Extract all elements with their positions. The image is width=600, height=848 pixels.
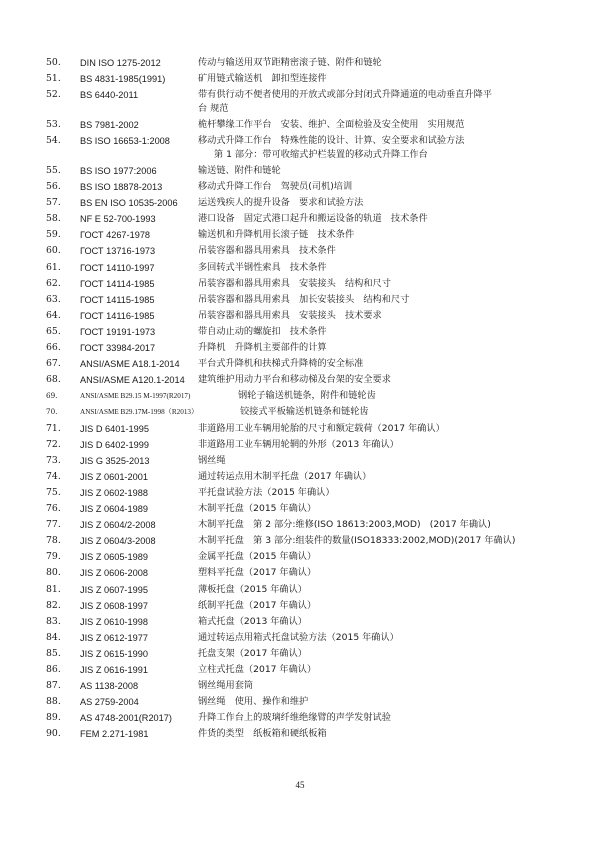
standard-code: DIN ISO 1275-2012 [80, 58, 161, 68]
entry-number: 52. [46, 89, 61, 101]
entry-number: 69. [46, 391, 58, 401]
standard-title: 纸制平托盘（2017 年确认） [198, 599, 317, 611]
list-item-continuation [0, 101, 600, 117]
standard-code: ГОСТ 33984-2017 [80, 343, 156, 353]
list-item [0, 372, 600, 388]
list-item [0, 630, 600, 646]
list-item [0, 582, 600, 598]
list-item [0, 117, 600, 133]
standard-title: 输送链、附件和链轮 [198, 164, 281, 176]
entry-number: 72. [46, 438, 61, 450]
entry-number: 90. [46, 728, 61, 740]
list-item [0, 163, 600, 179]
standard-title: 钢丝绳 [198, 454, 226, 466]
standard-code: JIS Z 0601-2001 [80, 471, 148, 482]
list-item [0, 195, 600, 211]
standard-title: 带有供行动不便者使用的开放式或部分封闭式升降通道的电动垂直升降平 [198, 89, 492, 101]
list-item [0, 388, 600, 404]
standard-code: JIS Z 0604/2-2008 [80, 520, 156, 531]
list-item [0, 340, 600, 356]
entry-number: 61. [46, 261, 61, 273]
standard-code: ANSI/ASME A18.1-2014 [80, 359, 180, 370]
entry-number: 58. [46, 213, 61, 225]
entry-number: 81. [46, 583, 61, 595]
standard-title: 矿用链式输送机 卸扣型连接件 [198, 73, 327, 85]
entry-number: 79. [46, 551, 61, 563]
entry-number: 67. [46, 358, 61, 370]
list-item [0, 179, 600, 195]
standard-title: 件货的类型 纸板箱和硬纸板箱 [198, 728, 327, 740]
list-item [0, 646, 600, 662]
entry-number: 60. [46, 245, 61, 257]
list-item [0, 227, 600, 243]
standard-code: BS 4831-1985(1991) [80, 74, 166, 85]
standard-code: ГОСТ 14115-1985 [80, 294, 155, 305]
list-item [0, 565, 600, 581]
entry-number: 70. [46, 407, 58, 417]
standard-title: 非道路用工业车辆用轮胎的尺寸和额定载荷（2017 年确认） [198, 422, 445, 434]
standard-title: 升降工作台上的玻璃纤维绝缘臂的声学发射试验 [198, 712, 391, 724]
standard-title: 金属平托盘（2015 年确认） [198, 551, 317, 563]
entry-number: 82. [46, 599, 61, 611]
standard-title: 平托盘试验方法（2015 年确认） [198, 486, 335, 498]
entry-number: 75. [46, 486, 61, 498]
standard-code: JIS Z 0612-1977 [80, 632, 148, 643]
standard-code: AS 2759-2004 [80, 697, 139, 708]
entry-number: 73. [46, 454, 61, 466]
list-item [0, 71, 600, 87]
standard-code: FEM 2.271-1981 [80, 729, 149, 740]
list-item [0, 421, 600, 437]
list-item [0, 485, 600, 501]
list-item [0, 437, 600, 453]
standard-code: BS 7981-2002 [80, 120, 139, 130]
standard-title: 通过转运点用箱式托盘试验方法（2015 年确认） [198, 631, 399, 643]
standard-code: JIS D 6401-1995 [80, 423, 149, 434]
standard-code: JIS Z 0608-1997 [80, 600, 148, 611]
standard-title: 吊装容器和器具用索具 安装接头 技术要求 [198, 309, 382, 321]
list-item [0, 598, 600, 614]
entry-number: 86. [46, 664, 61, 675]
entry-number: 74. [46, 470, 61, 482]
list-item [0, 533, 600, 549]
entry-number: 50. [46, 57, 61, 68]
standard-code: JIS Z 0605-1989 [80, 552, 148, 563]
standard-title: 建筑维护用动力平台和移动梯及台架的安全要求 [198, 374, 391, 386]
standard-title: 通过转运点用木制平托盘（2017 年确认） [198, 470, 372, 482]
standard-code: JIS Z 0602-1988 [80, 487, 148, 498]
standard-title: 箱式托盘（2013 年确认） [198, 615, 307, 627]
standard-code: ГОСТ 14114-1985 [80, 278, 155, 289]
list-item [0, 211, 600, 227]
entry-number: 59. [46, 229, 61, 241]
standard-code: ГОСТ 19191-1973 [80, 326, 156, 337]
entry-number: 83. [46, 615, 61, 627]
list-item [0, 453, 600, 469]
standard-code: BS ISO 1977:2006 [80, 165, 157, 176]
standard-title-continued: 第 1 部分：带可收缩式护栏装置的移动式升降工作台 [214, 149, 428, 161]
standard-code: ANSI/ASME B29.17M-1998（R2013） [80, 408, 199, 417]
entry-number: 85. [46, 647, 61, 659]
standard-title: 吊装容器和器具用索具 安装接头 结构和尺寸 [198, 277, 391, 289]
standard-code: JIS Z 0606-2008 [80, 568, 148, 579]
standard-title: 移动式升降工作台 特殊性能的设计、计算、安全要求和试验方法 [198, 135, 465, 147]
standard-title: 传动与输送用双节距精密滚子链、附件和链轮 [198, 57, 382, 68]
standard-code: JIS Z 0604-1989 [80, 504, 148, 514]
list-item [0, 517, 600, 533]
entry-number: 53. [46, 119, 61, 130]
entry-number: 55. [46, 164, 61, 176]
list-item [0, 276, 600, 292]
list-item [0, 662, 600, 678]
standard-title: 吊装容器和器具用索具 技术条件 [198, 245, 336, 257]
page-number: 45 [295, 780, 305, 790]
standard-code: ГОСТ 14110-1997 [80, 262, 155, 273]
standard-title: 铰接式平板输送机链条和链轮齿 [240, 406, 369, 418]
standard-code: ANSI/ASME B29.15 M-1997(R2017) [80, 392, 191, 401]
list-item [0, 678, 600, 694]
standard-code: JIS G 3525-2013 [80, 455, 150, 466]
list-item [0, 549, 600, 565]
standard-code: JIS Z 0607-1995 [80, 584, 148, 595]
standard-code: BS 6440-2011 [80, 90, 139, 101]
standard-title-continued: 台 规范 [198, 103, 229, 115]
list-item [0, 501, 600, 517]
standard-title: 港口设备 固定式港口起升和搬运设备的轨道 技术条件 [198, 213, 428, 225]
entry-number: 87. [46, 680, 61, 692]
standard-code: ГОСТ 14116-1985 [80, 310, 155, 321]
entry-number: 76. [46, 503, 61, 514]
entry-number: 65. [46, 325, 61, 337]
list-item [0, 356, 600, 372]
list-item [0, 469, 600, 485]
entry-number: 54. [46, 135, 61, 147]
standard-code: JIS D 6402-1999 [80, 439, 149, 450]
standard-title: 吊装容器和器具用索具 加长安装接头 结构和尺寸 [198, 293, 410, 305]
list-item [0, 243, 600, 259]
list-item [0, 726, 600, 742]
standard-code: AS 1138-2008 [80, 681, 139, 692]
standard-title: 钢丝绳用套筒 [198, 680, 254, 692]
standard-code: NF E 52-700-1993 [80, 214, 156, 225]
standard-title: 木制平托盘 第 3 部分:组装件的数量(ISO18333:2002,MOD)(2017 年确认) [198, 535, 516, 547]
standard-title: 木制平托盘（2015 年确认） [198, 503, 317, 514]
standard-title: 钢轮子输送机链条，附件和链轮齿 [238, 390, 376, 402]
entry-number: 84. [46, 631, 61, 643]
standard-title: 立柱式托盘（2017 年确认） [198, 664, 317, 675]
list-item [0, 260, 600, 276]
standard-title: 塑料平托盘（2017 年确认） [198, 567, 317, 579]
standard-code: BS EN ISO 10535-2006 [80, 198, 178, 209]
standard-code: BS ISO 18878-2013 [80, 182, 163, 192]
standard-code: BS ISO 16653-1:2008 [80, 136, 170, 147]
entry-number: 88. [46, 696, 61, 708]
standard-title: 桅杆攀缘工作平台 安装、维护、全面检验及安全使用 实用规范 [198, 119, 465, 130]
list-item [0, 292, 600, 308]
standard-title: 非道路用工业车辆用轮辋的外形（2013 年确认） [198, 438, 399, 450]
list-item [0, 55, 600, 71]
standard-code: ГОСТ 13716-1973 [80, 246, 156, 257]
standard-title: 木制平托盘 第 2 部分:维修(ISO 18613:2003,MOD) (2017 年确认) [198, 519, 491, 531]
list-item [0, 694, 600, 710]
entry-number: 57. [46, 197, 61, 209]
entry-number: 66. [46, 342, 61, 353]
list-item [0, 324, 600, 340]
standard-code: JIS Z 0604/3-2008 [80, 536, 156, 547]
entry-number: 89. [46, 712, 61, 724]
entry-number: 68. [46, 374, 61, 386]
entry-number: 71. [46, 422, 61, 434]
standard-code: JIS Z 0615-1990 [80, 648, 148, 659]
entry-number: 78. [46, 535, 61, 547]
standard-code: JIS Z 0616-1991 [80, 665, 148, 675]
list-item [0, 308, 600, 324]
standard-title: 升降机 升降机主要部件的计算 [198, 342, 327, 353]
standard-code: ГОСТ 4267-1978 [80, 230, 151, 241]
entry-number: 77. [46, 519, 61, 531]
standard-title: 钢丝绳 使用、操作和维护 [198, 696, 309, 708]
standard-title: 移动式升降工作台 驾驶员(司机)培训 [198, 181, 353, 192]
list-item-continuation [0, 147, 600, 163]
list-item [0, 404, 600, 420]
standard-title: 带自动止动的螺旋扣 技术条件 [198, 325, 327, 337]
standard-title: 薄板托盘（2015 年确认） [198, 583, 307, 595]
standard-title: 平台式升降机和扶梯式升降椅的安全标准 [198, 358, 364, 370]
standard-code: AS 4748-2001(R2017) [80, 713, 172, 724]
standard-code: JIS Z 0610-1998 [80, 616, 148, 627]
standard-title: 输送机和升降机用长滚子链 技术条件 [198, 229, 355, 241]
standard-title: 运送残疾人的提升设备 要求和试验方法 [198, 197, 364, 209]
entry-number: 56. [46, 181, 61, 192]
standard-title: 多回转式半钢性索具 技术条件 [198, 261, 327, 273]
list-item [0, 710, 600, 726]
entry-number: 62. [46, 277, 61, 289]
standard-code: ANSI/ASME A120.1-2014 [80, 375, 185, 386]
entry-number: 80. [46, 567, 61, 579]
standard-title: 托盘支架（2017 年确认） [198, 647, 307, 659]
entry-number: 63. [46, 293, 61, 305]
entry-number: 64. [46, 309, 61, 321]
list-item [0, 614, 600, 630]
entry-number: 51. [46, 73, 61, 85]
